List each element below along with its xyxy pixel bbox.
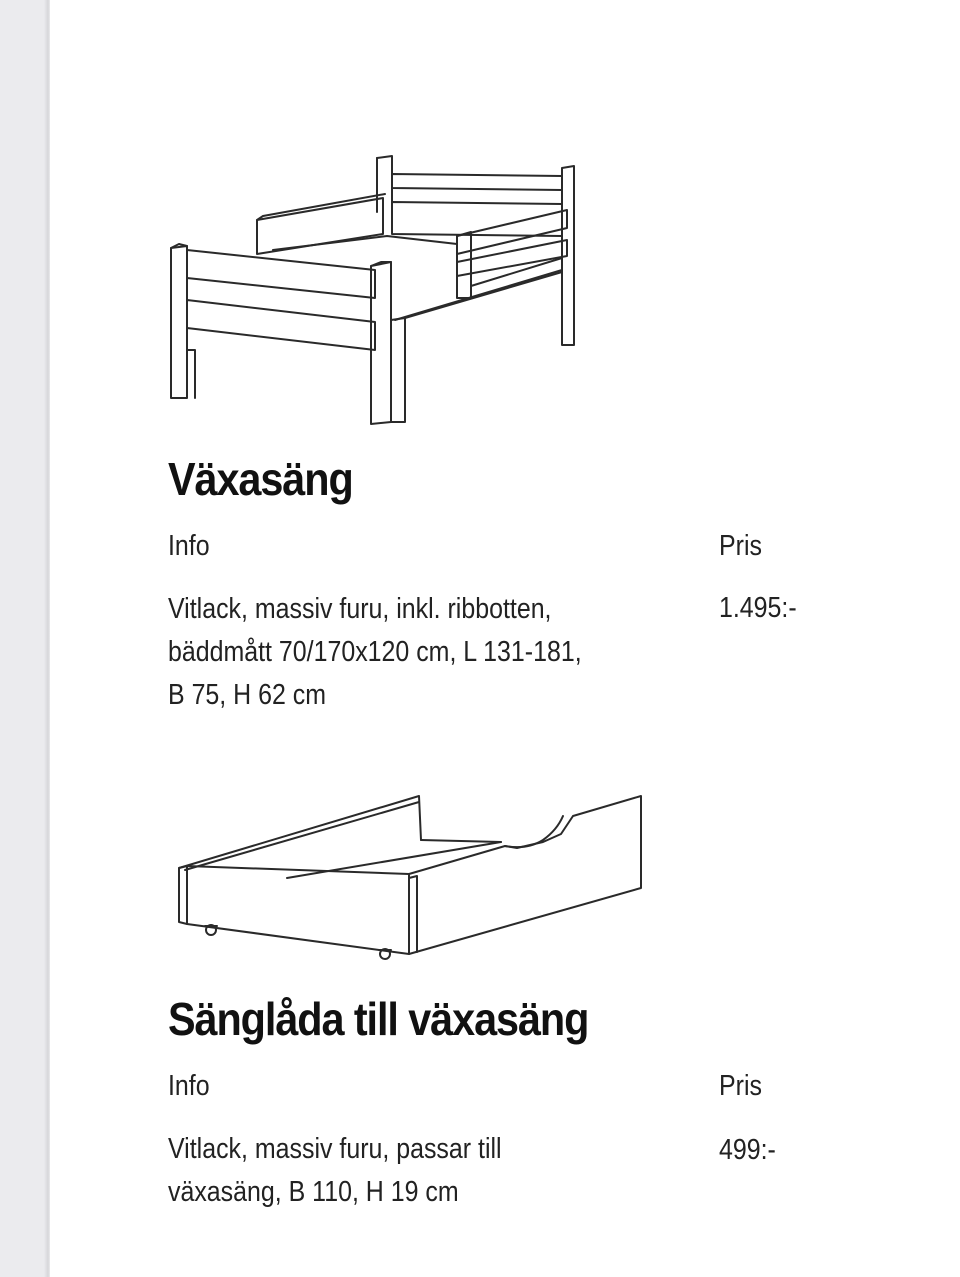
product-description: Vitlack, massiv furu, passar till växasäng, B 110, H 19 cm [168, 1133, 502, 1208]
price-label: Pris [719, 1070, 762, 1102]
bed-drawer-illustration-icon [175, 790, 650, 965]
product-title: Växasäng [168, 453, 353, 505]
price-label: Pris [719, 530, 762, 562]
page-left-edge [0, 0, 50, 1277]
info-label: Info [168, 1070, 210, 1102]
info-label: Info [168, 530, 210, 562]
product-price: 1.495:- [719, 592, 797, 624]
product-title: Sänglåda till växasäng [168, 993, 589, 1045]
product-description: Vitlack, massiv furu, inkl. ribbotten, bäddmått 70/170x120 cm, L 131-181, B 75, H 62 cm [168, 593, 582, 711]
toddler-bed-illustration-icon [165, 150, 585, 435]
product-price: 499:- [719, 1134, 776, 1166]
